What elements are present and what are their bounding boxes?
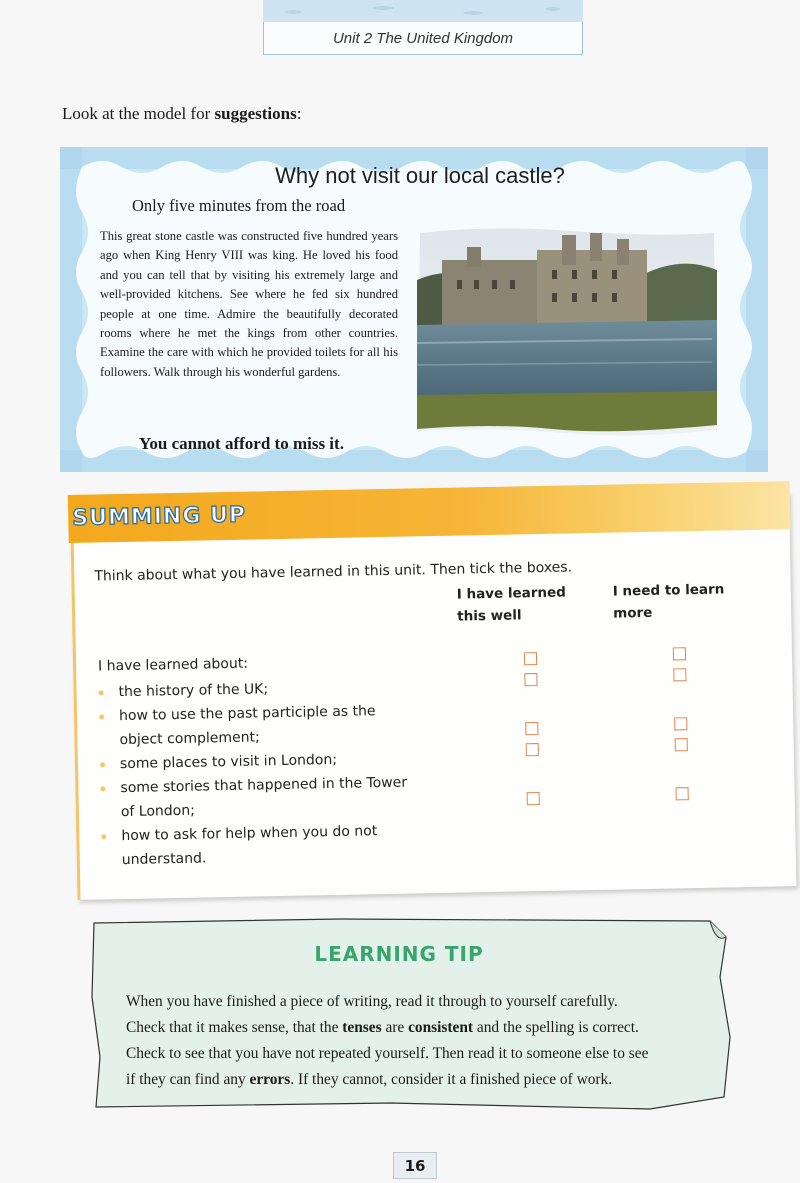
bullet-icon xyxy=(99,690,104,695)
column-header-need-more: I need to learn more xyxy=(612,581,725,622)
summing-up-header-bar xyxy=(68,481,791,543)
list-item xyxy=(120,771,411,825)
checkbox-learned-well-2[interactable] xyxy=(524,673,537,686)
intro-prefix: Look at the model for xyxy=(62,104,215,123)
header-decoration xyxy=(263,0,583,22)
list-item xyxy=(121,819,412,873)
checkbox-learned-well-3[interactable] xyxy=(525,722,538,735)
castle-advertisement xyxy=(60,147,768,472)
checkbox-need-more-3[interactable] xyxy=(674,717,687,730)
ad-title: Why not visit our local castle? xyxy=(275,163,565,188)
tip-text: and the spelling is correct. xyxy=(473,1019,639,1036)
intro-text xyxy=(62,104,301,124)
tip-line-1: When you have finished a piece of writing, read it through to yourself carefully. xyxy=(126,993,618,1010)
checkbox-need-more-1[interactable] xyxy=(673,647,686,660)
bullet-icon xyxy=(100,762,105,767)
tip-text: if they can find any xyxy=(126,1071,250,1088)
checkbox-learned-well-4[interactable] xyxy=(526,743,539,756)
page-number: 16 xyxy=(393,1152,437,1179)
topic-text: how to ask for help when you do not understand. xyxy=(121,823,378,869)
ad-closing: You cannot afford to miss it. xyxy=(139,434,344,453)
tip-text: . If they cannot, consider it a finished piece of work. xyxy=(290,1071,613,1088)
topic-text: some places to visit in London; xyxy=(119,751,338,773)
unit-label: Unit 2 The United Kingdom xyxy=(263,22,583,55)
summing-up-panel xyxy=(70,491,796,900)
tip-line-3: Check to see that you have not repeated yourself. Then read it to someone else to see xyxy=(126,1045,649,1062)
bullet-icon xyxy=(99,714,104,719)
tip-line-2 xyxy=(126,1015,706,1041)
bullet-icon xyxy=(100,786,105,791)
checkbox-need-more-2[interactable] xyxy=(673,668,686,681)
summing-up-heading: SUMMING UP xyxy=(72,502,247,531)
tip-line-4 xyxy=(126,1067,706,1093)
topic-text: how to use the past participle as the object complement; xyxy=(118,703,376,749)
topic-text: the history of the UK; xyxy=(118,681,269,701)
list-item xyxy=(119,699,410,753)
learning-tip-panel xyxy=(90,917,735,1112)
tip-text: are xyxy=(381,1019,409,1036)
checkbox-need-more-4[interactable] xyxy=(675,738,688,751)
checkbox-need-more-5[interactable] xyxy=(676,787,689,800)
learning-tip-heading: LEARNING TIP xyxy=(314,942,484,966)
bullet-icon xyxy=(101,834,106,839)
tip-emphasis: tenses xyxy=(342,1019,382,1036)
column-header-learned-well: I have learned this well xyxy=(456,584,567,625)
summing-up-instruction: Think about what you have learned in this unit. Then tick the boxes. xyxy=(94,559,573,585)
castle-photo xyxy=(412,225,722,439)
learned-about-label: I have learned about: xyxy=(97,655,249,675)
checkbox-learned-well-5[interactable] xyxy=(527,792,540,805)
intro-bold: suggestions xyxy=(214,104,297,123)
tip-text: Check that it makes sense, that the xyxy=(126,1019,343,1036)
topic-text: some stories that happened in the Tower of London; xyxy=(120,774,408,821)
tip-emphasis: consistent xyxy=(408,1019,474,1036)
ad-body: This great stone castle was constructed five hundred years ago when King Henry VIII was king. He loved his food and you can tell that by visiting his extremely large and well-provided kitchens. See where he fed six hundred people at one time. Admire the beautifully decorated rooms where he met the kings from other countries. Examine the care with which he provided toilets for all his followers. Walk through his wonderful gardens. xyxy=(100,229,398,379)
learning-tip-body xyxy=(126,989,706,1093)
tip-emphasis: errors xyxy=(249,1071,291,1088)
checkbox-learned-well-1[interactable] xyxy=(524,652,537,665)
intro-suffix: : xyxy=(296,104,302,123)
ad-subtitle: Only five minutes from the road xyxy=(132,196,346,215)
